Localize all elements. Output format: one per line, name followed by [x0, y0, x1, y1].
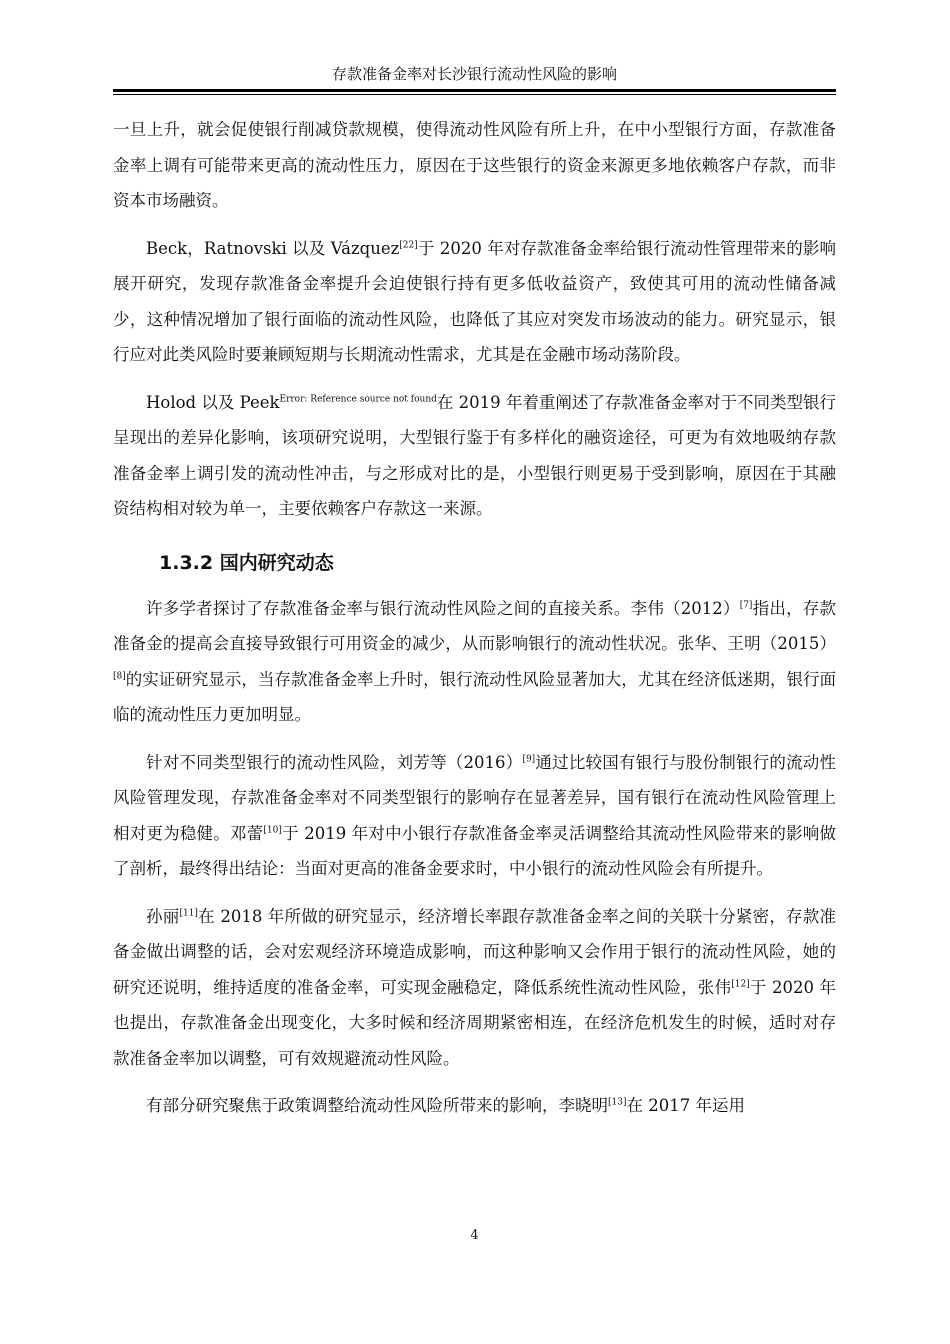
- paragraph-lixiaoming: [113, 1088, 836, 1124]
- citation: [12]: [731, 979, 750, 989]
- paragraph-beck: [113, 231, 836, 373]
- paragraph-text: 孙丽: [146, 906, 180, 926]
- paragraph-text: 在 2017 年运用: [626, 1096, 745, 1115]
- paragraph-text: 在 2019 年着重阐述了存款准备金率对于不同类型银行呈现出的差异化影响，该项研究说明，大型银行鉴于有多样化的融资途径，可更为有效地吸纳存款准备金率上调引发的流动性冲击，与之形成对比的是，小型银行则更易于受到影响，原因在于其融资结构相对较为单一，主要依赖客户存款这一来源。: [113, 392, 836, 518]
- paragraph-text: 针对不同类型银行的流动性风险，刘芳等（2016）: [146, 752, 523, 772]
- citation: [22]: [399, 240, 418, 250]
- section-heading: 1.3.2 国内研究动态: [159, 551, 334, 574]
- paragraph-continued: 一旦上升，就会促使银行削减贷款规模，使得流动性风险有所上升，在中小型银行方面，存款准备金率上调有可能带来更高的流动性压力，原因在于这些银行的资金来源更多地依赖客户存款，而非资本市场融资。: [113, 120, 836, 210]
- paragraph-holod: [113, 385, 836, 527]
- paragraph-text: 许多学者探讨了存款准备金率与银行流动性风险之间的直接关系。李伟（2012）: [146, 598, 740, 618]
- header-rule-thin: [113, 94, 836, 95]
- paragraph-text: 于 2019 年对中小银行存款准备金率灵活调整给其流动性风险带来的影响做了剖析，最终得出结论：当面对更高的准备金要求时，中小银行的流动性风险会有所提升。: [113, 823, 836, 878]
- page-number: 4: [470, 1228, 479, 1243]
- paragraph-liufang: [113, 745, 836, 887]
- citation: [9]: [522, 754, 536, 764]
- paragraph-text: 的实证研究显示，当存款准备金率上升时，银行流动性风险显著加大，尤其在经济低迷期，银行面临的流动性压力更加明显。: [113, 669, 836, 724]
- paragraph-text: 有部分研究聚焦于政策调整给流动性风险所带来的影响，李晓明: [146, 1096, 608, 1115]
- paragraph-text: Holod 以及 Peek: [146, 392, 280, 412]
- citation-error: Error: Reference source not found: [279, 394, 437, 404]
- paragraph-text: 通过比较国有银行与股份制银行的流动性风险管理发现，存款准备金率对不同类型银行的影响存在显著差异，国有银行在流动性风险管理上相对更为稳健。邓蕾: [113, 752, 836, 843]
- header-rule-thick: [113, 89, 836, 92]
- paragraph-text: 指出，存款准备金的提高会直接导致银行可用资金的减少，从而影响银行的流动性状况。张华、王明（2015）: [113, 598, 836, 653]
- citation: [11]: [179, 908, 198, 918]
- running-header: 存款准备金率对长沙银行流动性风险的影响: [331, 65, 617, 83]
- citation: [13]: [608, 1097, 627, 1108]
- paragraph-text: Beck，Ratnovski 以及 Vázquez: [146, 238, 400, 258]
- paragraph-text: 于 2020 年对存款准备金率给银行流动性管理带来的影响展开研究，发现存款准备金率提升会迫使银行持有更多低收益资产，致使其可用的流动性储备减少，这种情况增加了银行面临的流动性风险，也降低了其应对突发市场波动的能力。研究显示，银行应对此类风险时要兼顾短期与长期流动性需求，尤其是在金融市场动荡阶段。: [113, 238, 836, 364]
- citation: [7]: [739, 600, 753, 610]
- citation: [8]: [113, 671, 126, 681]
- citation: [10]: [263, 825, 282, 835]
- paragraph-text: 于 2020 年也提出，存款准备金出现变化，大多时候和经济周期紧密相连，在经济危机发生的时候，适时对存款准备金率加以调整，可有效规避流动性风险。: [113, 977, 837, 1068]
- paragraph-liwei: [113, 591, 836, 733]
- body-text: [113, 112, 836, 1124]
- paragraph-text: 在 2018 年所做的研究显示，经济增长率跟存款准备金率之间的关联十分紧密，存款准备金做出调整的话，会对宏观经济环境造成影响，而这种影响又会作用于银行的流动性风险，她的研究还说明，维持适度的准备金率，可实现金融稳定，降低系统性流动性风险，张伟: [113, 906, 836, 997]
- paragraph-sunli: [113, 899, 836, 1077]
